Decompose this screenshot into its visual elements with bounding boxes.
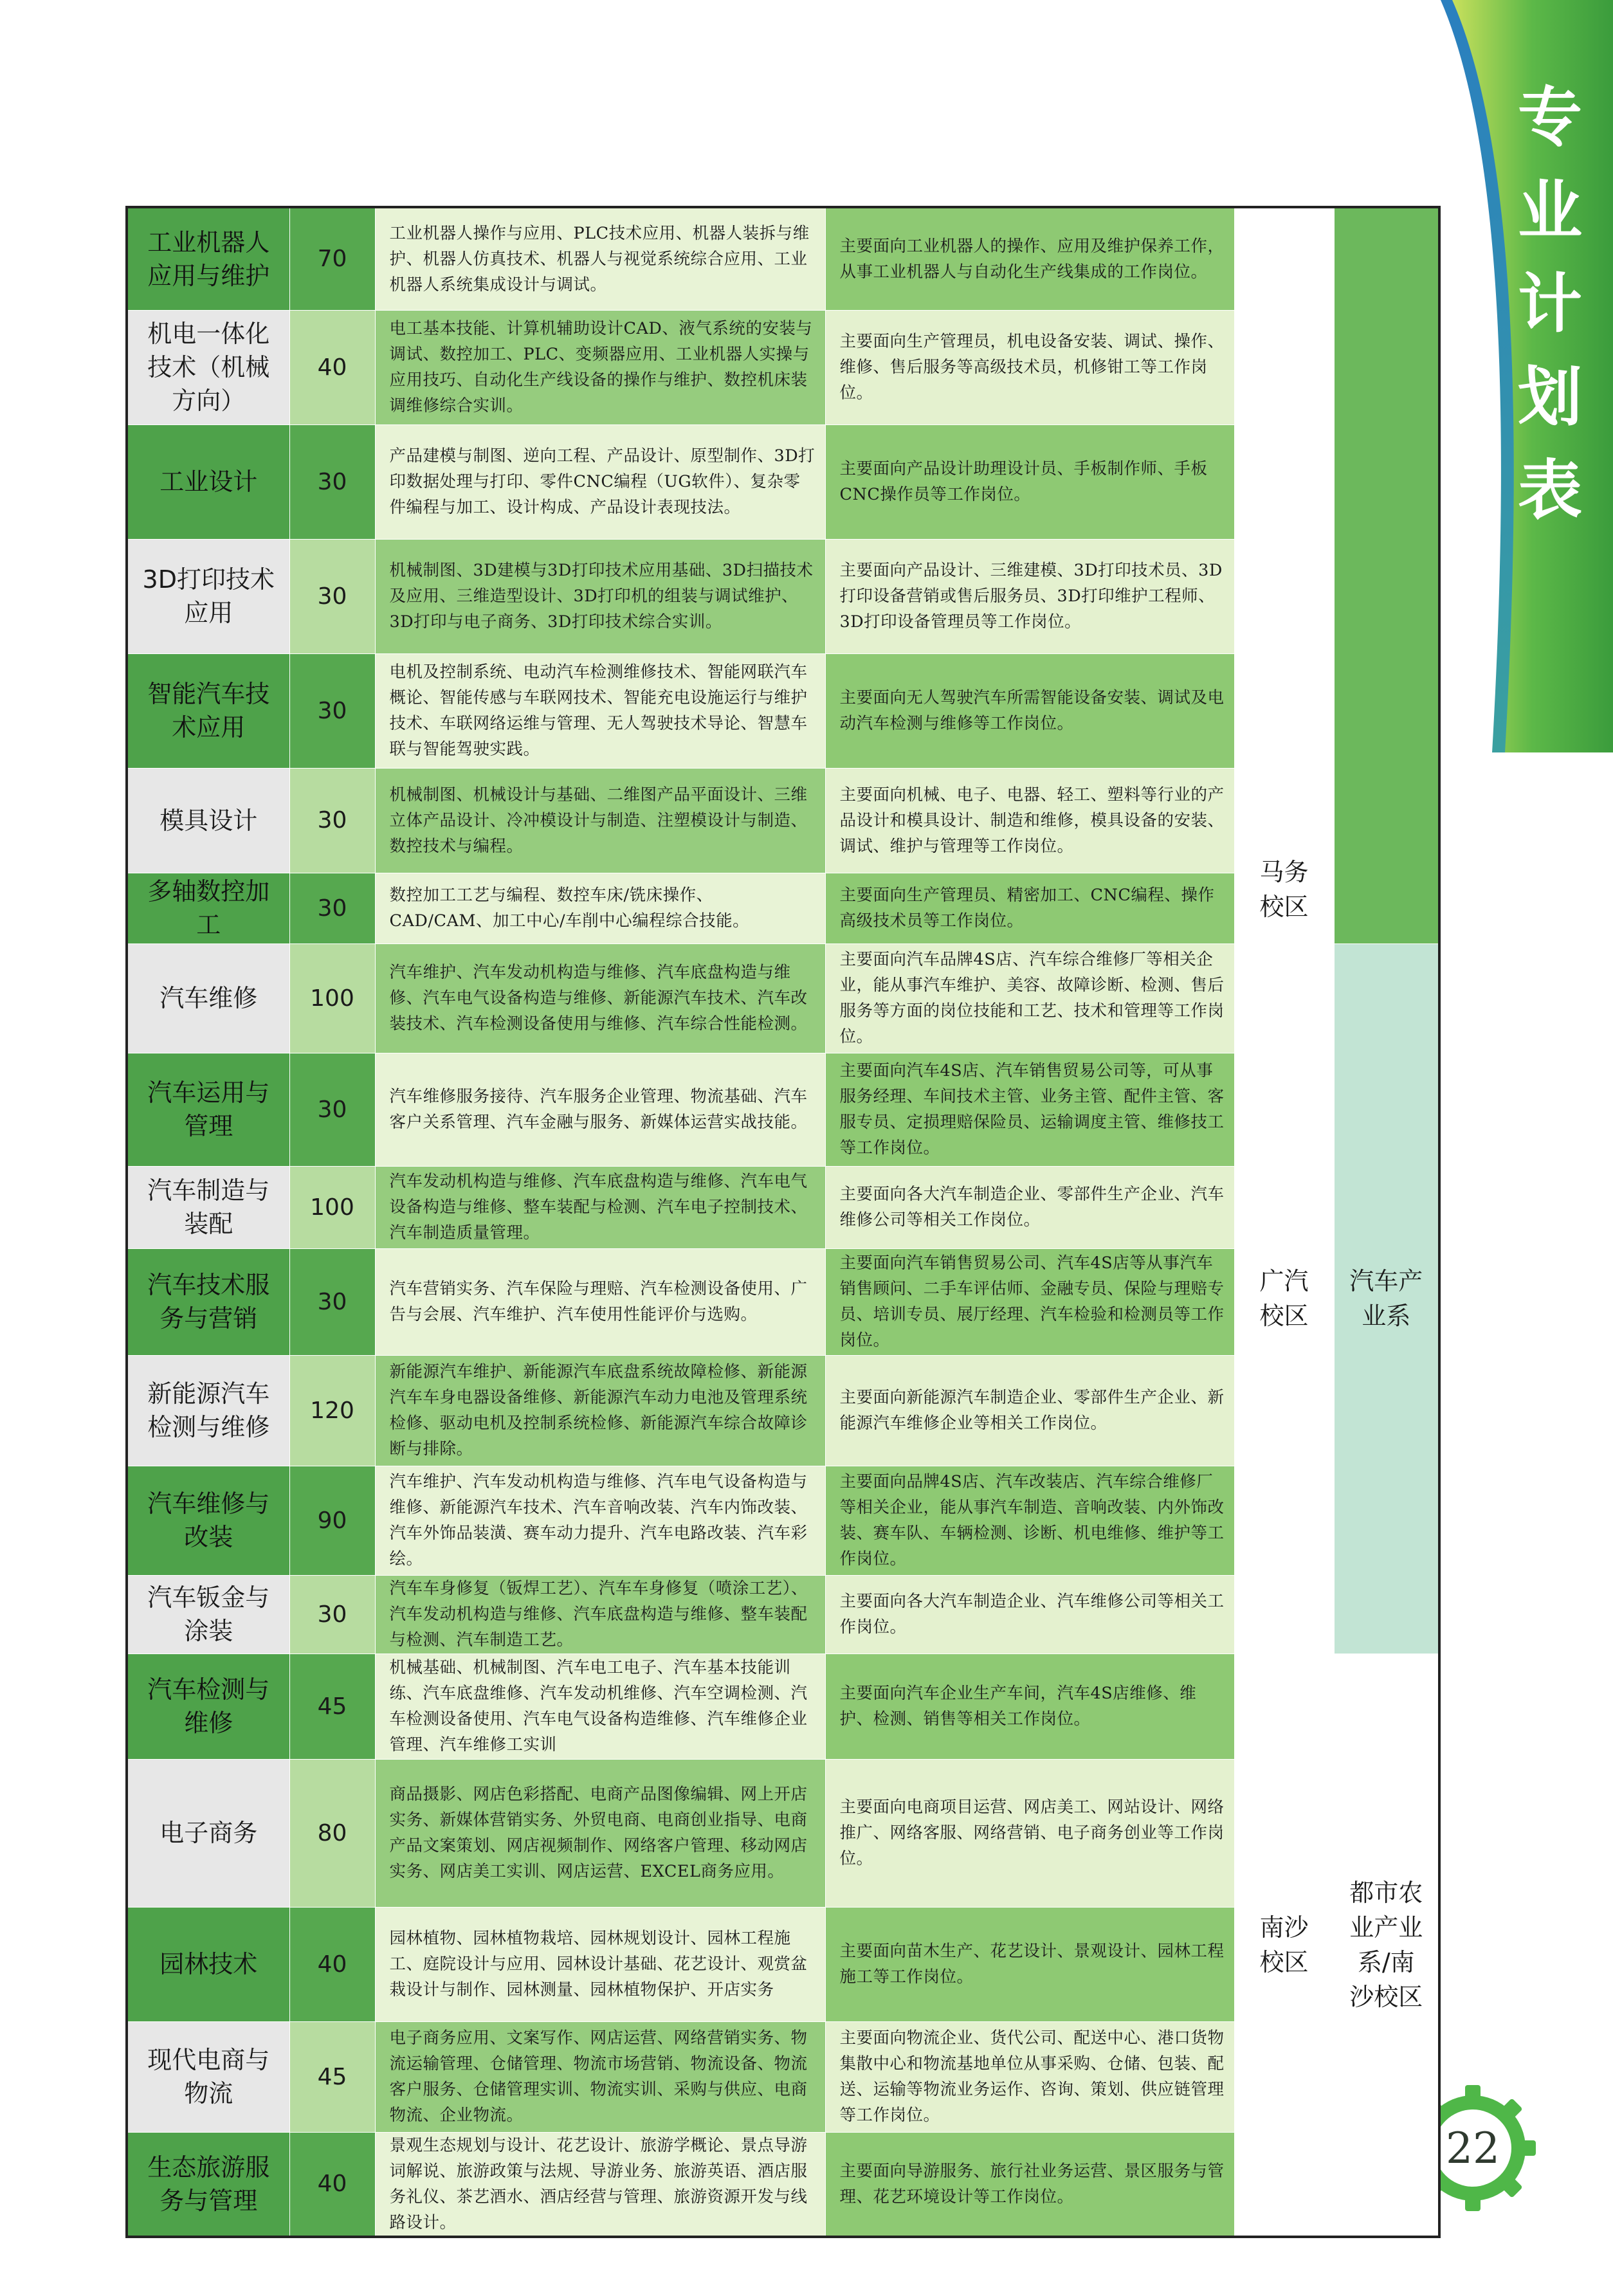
- major-name: 汽车钣金与涂装: [127, 1575, 289, 1654]
- career-direction: 主要面向品牌4S店、汽车改装店、汽车综合维修厂等相关企业，能从事汽车制造、音响改装、内外饰改装、赛车队、车辆检测、诊断、机电维修、维护等工作岗位。: [825, 1466, 1234, 1575]
- title-char: 计: [1518, 266, 1582, 342]
- core-courses: 机械基础、机械制图、汽车电工电子、汽车基本技能训练、汽车底盘维修、汽车发动机维修、汽车空调检测、汽车检测设备使用、汽车电气设备构造维修、汽车维修企业管理、汽车维修工实训: [375, 1654, 825, 1759]
- core-courses: 汽车发动机构造与维修、汽车底盘构造与维修、汽车电气设备构造与维修、整车装配与检测、汽车电子控制技术、汽车制造质量管理。: [375, 1166, 825, 1248]
- career-direction: 主要面向汽车4S店、汽车销售贸易公司等，可从事服务经理、车间技术主管、业务主管、配件主管、客服专员、定损理赔保险员、运输调度主管、维修技工等工作岗位。: [825, 1053, 1234, 1166]
- campus-cell: 南沙 校区: [1234, 1654, 1334, 2237]
- career-direction: 主要面向机械、电子、电器、轻工、塑料等行业的产品设计和模具设计、制造和维修，模具设备的安装、调试、维护与管理等工作岗位。: [825, 768, 1234, 873]
- career-direction: 主要面向汽车品牌4S店、汽车综合维修厂等相关企业，能从事汽车维护、美容、故障诊断、检测、售后服务等方面的岗位技能和工艺、技术和管理等工作岗位。: [825, 943, 1234, 1053]
- career-direction: 主要面向产品设计助理设计员、手板制作师、手板CNC操作员等工作岗位。: [825, 424, 1234, 539]
- core-courses: 商品摄影、网店色彩搭配、电商产品图像编辑、网上开店实务、新媒体营销实务、外贸电商、电商创业指导、电商产品文案策划、网店视频制作、网络客户管理、移动网店实务、网店美工实训、网店运营、EXCEL商务应用。: [375, 1759, 825, 1907]
- career-direction: 主要面向生产管理员，机电设备安装、调试、操作、维修、售后服务等高级技术员，机修钳工等工作岗位。: [825, 310, 1234, 424]
- core-courses: 数控加工工艺与编程、数控车床/铣床操作、CAD/CAM、加工中心/车削中心编程综合技能。: [375, 873, 825, 943]
- major-name: 机电一体化技术（机械方向）: [127, 310, 289, 424]
- enrollment-count: 30: [289, 1053, 375, 1166]
- career-direction: 主要面向工业机器人的操作、应用及维护保养工作，从事工业机器人与自动化生产线集成的工作岗位。: [825, 207, 1234, 310]
- enrollment-count: 120: [289, 1355, 375, 1466]
- department-cell: 都市农 业产业 系/南 沙校区: [1334, 1654, 1439, 2237]
- major-name: 模具设计: [127, 768, 289, 873]
- title-char: 表: [1518, 453, 1582, 528]
- enrollment-count: 45: [289, 2021, 375, 2132]
- section-title-vertical: [1505, 71, 1595, 537]
- core-courses: 电工基本技能、计算机辅助设计CAD、液气系统的安装与调试、数控加工、PLC、变频器应用、工业机器人实操与应用技巧、自动化生产线设备的操作与维护、数控机床装调维修综合实训。: [375, 310, 825, 424]
- major-name: 工业设计: [127, 424, 289, 539]
- core-courses: 电子商务应用、文案写作、网店运营、网络营销实务、物流运输管理、仓储管理、物流市场营销、物流设备、物流客户服务、仓储管理实训、物流实训、采购与供应、电商物流、企业物流。: [375, 2021, 825, 2132]
- core-courses: 园林植物、园林植物栽培、园林规划设计、园林工程施工、庭院设计与应用、园林设计基础、花艺设计、观赏盆栽设计与制作、园林测量、园林植物保护、开店实务: [375, 1907, 825, 2021]
- career-direction: 主要面向汽车销售贸易公司、汽车4S店等从事汽车销售顾问、二手车评估师、金融专员、保险与理赔专员、培训专员、展厅经理、汽车检验和检测员等工作岗位。: [825, 1248, 1234, 1355]
- core-courses: 工业机器人操作与应用、PLC技术应用、机器人装拆与维护、机器人仿真技术、机器人与视觉系统综合应用、工业机器人系统集成设计与调试。: [375, 207, 825, 310]
- enrollment-count: 45: [289, 1654, 375, 1759]
- core-courses: 汽车维修服务接待、汽车服务企业管理、物流基础、汽车客户关系管理、汽车金融与服务、新媒体运营实战技能。: [375, 1053, 825, 1166]
- enrollment-count: 70: [289, 207, 375, 310]
- major-name: 汽车技术服务与营销: [127, 1248, 289, 1355]
- page-number: 22: [1446, 2123, 1500, 2173]
- core-courses: 机械制图、3D建模与3D打印技术应用基础、3D扫描技术及应用、三维造型设计、3D打印机的组装与调试维护、3D打印与电子商务、3D打印技术综合实训。: [375, 539, 825, 653]
- career-direction: 主要面向无人驾驶汽车所需智能设备安装、调试及电动汽车检测与维修等工作岗位。: [825, 653, 1234, 768]
- campus-cell: 广汽 校区: [1234, 943, 1334, 1654]
- title-char: 划: [1518, 360, 1582, 435]
- enrollment-count: 100: [289, 943, 375, 1053]
- major-name: 工业机器人应用与维护: [127, 207, 289, 310]
- enrollment-count: 30: [289, 873, 375, 943]
- major-name: 汽车运用与管理: [127, 1053, 289, 1166]
- campus-name: 马务 校区: [1259, 857, 1309, 921]
- enrollment-count: 30: [289, 1248, 375, 1355]
- major-name: 3D打印技术应用: [127, 539, 289, 653]
- core-courses: 电机及控制系统、电动汽车检测维修技术、智能网联汽车概论、智能传感与车联网技术、智能充电设施运行与维护技术、车联网络运维与管理、无人驾驶技术导论、智慧车联与智能驾驶实践。: [375, 653, 825, 768]
- enrollment-count: 30: [289, 424, 375, 539]
- career-direction: 主要面向物流企业、货代公司、配送中心、港口货物集散中心和物流基地单位从事采购、仓储、包装、配送、运输等物流业务运作、咨询、策划、供应链管理等工作岗位。: [825, 2021, 1234, 2132]
- table-row: [127, 943, 1439, 1053]
- career-direction: 主要面向导游服务、旅行社业务运营、景区服务与管理、花艺环境设计等工作岗位。: [825, 2132, 1234, 2237]
- major-name: 新能源汽车检测与维修: [127, 1355, 289, 1466]
- enrollment-count: 100: [289, 1166, 375, 1248]
- enrollment-count: 30: [289, 653, 375, 768]
- enrollment-count: 40: [289, 1907, 375, 2021]
- core-courses: 新能源汽车维护、新能源汽车底盘系统故障检修、新能源汽车车身电器设备维修、新能源汽车动力电池及管理系统检修、驱动电机及控制系统检修、新能源汽车综合故障诊断与排除。: [375, 1355, 825, 1466]
- core-courses: 汽车车身修复（钣焊工艺）、汽车车身修复（喷涂工艺）、汽车发动机构造与维修、汽车底盘构造与维修、整车装配与检测、汽车制造工艺。: [375, 1575, 825, 1654]
- enrollment-count: 30: [289, 1575, 375, 1654]
- career-direction: 主要面向产品设计、三维建模、3D打印技术员、3D打印设备营销或售后服务员、3D打印维护工程师、3D打印设备管理员等工作岗位。: [825, 539, 1234, 653]
- major-name: 园林技术: [127, 1907, 289, 2021]
- core-courses: 景观生态规划与设计、花艺设计、旅游学概论、景点导游词解说、旅游政策与法规、导游业务、旅游英语、酒店服务礼仪、茶艺酒水、酒店经营与管理、旅游资源开发与线路设计。: [375, 2132, 825, 2237]
- enrollment-count: 80: [289, 1759, 375, 1907]
- career-direction: 主要面向汽车企业生产车间，汽车4S店维修、维护、检测、销售等相关工作岗位。: [825, 1654, 1234, 1759]
- enrollment-count: 30: [289, 768, 375, 873]
- major-name: 汽车维修: [127, 943, 289, 1053]
- major-name: 汽车检测与维修: [127, 1654, 289, 1759]
- enrollment-count: 40: [289, 2132, 375, 2237]
- career-direction: 主要面向电商项目运营、网店美工、网站设计、网络推广、网络客服、网络营销、电子商务创业等工作岗位。: [825, 1759, 1234, 1907]
- core-courses: 产品建模与制图、逆向工程、产品设计、原型制作、3D打印数据处理与打印、零件CNC编程（UG软件）、复杂零件编程与加工、设计构成、产品设计表现技法。: [375, 424, 825, 539]
- major-name: 智能汽车技术应用: [127, 653, 289, 768]
- core-courses: 汽车营销实务、汽车保险与理赔、汽车检测设备使用、广告与会展、汽车维护、汽车使用性能评价与选购。: [375, 1248, 825, 1355]
- major-name: 汽车制造与装配: [127, 1166, 289, 1248]
- enrollment-count: 30: [289, 539, 375, 653]
- core-courses: 汽车维护、汽车发动机构造与维修、汽车电气设备构造与维修、新能源汽车技术、汽车音响改装、汽车内饰改装、汽车外饰品装潢、赛车动力提升、汽车电路改装、汽车彩绘。: [375, 1466, 825, 1575]
- career-direction: 主要面向新能源汽车制造企业、零部件生产企业、新能源汽车维修企业等相关工作岗位。: [825, 1355, 1234, 1466]
- enrollment-count: 90: [289, 1466, 375, 1575]
- career-direction: 主要面向生产管理员、精密加工、CNC编程、操作高级技术员等工作岗位。: [825, 873, 1234, 943]
- career-direction: 主要面向苗木生产、花艺设计、景观设计、园林工程施工等工作岗位。: [825, 1907, 1234, 2021]
- core-courses: 汽车维护、汽车发动机构造与维修、汽车底盘构造与维修、汽车电气设备构造与维修、新能源汽车技术、汽车改装技术、汽车检测设备使用与维修、汽车综合性能检测。: [375, 943, 825, 1053]
- major-name: 多轴数控加工: [127, 873, 289, 943]
- career-direction: 主要面向各大汽车制造企业、汽车维修公司等相关工作岗位。: [825, 1575, 1234, 1654]
- core-courses: 机械制图、机械设计与基础、二维图产品平面设计、三维立体产品设计、冷冲模设计与制造、注塑模设计与制造、数控技术与编程。: [375, 768, 825, 873]
- major-plan-table: [125, 206, 1441, 2238]
- enrollment-count: 40: [289, 310, 375, 424]
- career-direction: 主要面向各大汽车制造企业、零部件生产企业、汽车维修公司等相关工作岗位。: [825, 1166, 1234, 1248]
- table-row: [127, 1654, 1439, 1759]
- major-name: 现代电商与物流: [127, 2021, 289, 2132]
- major-name: 生态旅游服务与管理: [127, 2132, 289, 2237]
- table-row: [127, 207, 1439, 310]
- title-char: 业: [1518, 173, 1582, 248]
- campus-cell: [1234, 207, 1334, 943]
- major-name: 汽车维修与改装: [127, 1466, 289, 1575]
- department-cell: [1334, 207, 1439, 943]
- department-cell: 汽车产 业系: [1334, 943, 1439, 1654]
- title-char: 专: [1518, 80, 1582, 155]
- major-name: 电子商务: [127, 1759, 289, 1907]
